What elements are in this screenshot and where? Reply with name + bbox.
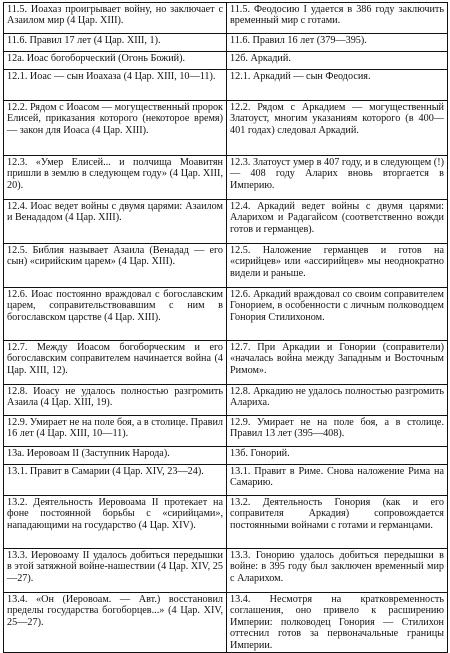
- table-row: [4, 447, 448, 465]
- left-cell: 11.5. Иоахаз проигрывает войну, но заключает с Азаилом мир (4 Цар. XIII).: [4, 3, 227, 34]
- table-row: [4, 3, 448, 34]
- table-row: [4, 52, 448, 70]
- left-cell: 11.6. Правил 17 лет (4 Цар. XIII, 1).: [4, 34, 227, 52]
- right-cell: 12.1. Аркадий — сын Феодосия.: [227, 70, 448, 101]
- left-cell: 13.4. «Он (Иеровоам. — Авт.) восстановил пределы государства богоборцев...» (4 Цар. XIV, 25—27).: [4, 593, 227, 653]
- left-cell: 12.8. Иоасу не удалось полностью разгромить Азаила (4 Цар. XIII, 19).: [4, 385, 227, 416]
- right-cell: 13.2. Деятельность Гонория (как и его соправителя Аркадия) сопровождается постоянными войнами с готами и германцами.: [227, 496, 448, 549]
- right-cell: 12.9. Умирает не на поле боя, а в столице. Правил 13 лет (395—408).: [227, 416, 448, 447]
- right-cell: 13.1. Правит в Риме. Снова наложение Рима на Самарию.: [227, 465, 448, 496]
- right-cell: 12.8. Аркадию не удалось полностью разгромить Алариха.: [227, 385, 448, 416]
- left-cell: 12.2. Рядом с Иоасом — могущественный пророк Елисей, приказания которого (некоторое время) — закон для Иоаса (4 Цар. XIII).: [4, 101, 227, 156]
- left-cell: 12.9. Умирает не на поле боя, а в столице. Правил 16 лет (4 Цар. XIII, 10—11).: [4, 416, 227, 447]
- right-cell: 12б. Аркадий.: [227, 52, 448, 70]
- right-cell: 12.7. При Аркадии и Гонории (соправители) «началась война между Западным и Восточным Римом».: [227, 341, 448, 385]
- left-cell: 12а. Иоас богоборческий (Огонь Божий).: [4, 52, 227, 70]
- table-body: [4, 3, 448, 653]
- right-cell: 12.4. Аркадий ведет войны с двумя царями: Аларихом и Радагайсом (соответственно вожди готов и германцев).: [227, 200, 448, 244]
- table-row: [4, 496, 448, 549]
- right-cell: 13.3. Гонорию удалось добиться передышки в войне: в 395 году был заключен временный мир с Аларихом.: [227, 549, 448, 593]
- left-cell: 12.4. Иоас ведет войны с двумя царями: Азаилом и Венададом (4 Цар. XIII).: [4, 200, 227, 244]
- left-cell: 12.5. Библия называет Азаила (Венадад — его сын) «сирийским царем» (4 Цар. XIII).: [4, 244, 227, 288]
- table-row: [4, 288, 448, 341]
- left-cell: 13а. Иеровоам II (Заступник Народа).: [4, 447, 227, 465]
- left-cell: 12.6. Иоас постоянно враждовал с богославским царем, соправительствовавшим с ним в богославском царстве (4 Цар. XIII).: [4, 288, 227, 341]
- left-cell: 13.2. Деятельность Иеровоама II протекает на фоне постоянной борьбы с «сирийцами», нападающими на государство (4 Цар. XIV).: [4, 496, 227, 549]
- table-row: [4, 593, 448, 653]
- right-cell: 12.6. Аркадий враждовал со своим соправителем Гонорием, в особенности с личным полководцем Гонория Стилихоном.: [227, 288, 448, 341]
- right-cell: 12.2. Рядом с Аркадием — могущественный Златоуст, многим указаниям которого (в 400—401 годах) следовал Аркадий.: [227, 101, 448, 156]
- right-cell: 12.3. Златоуст умер в 407 году, и в следующем (!) — 408 году Аларих вновь вторгается в Империю.: [227, 156, 448, 200]
- parallel-comparison-table: [3, 2, 448, 653]
- left-cell: 12.1. Иоас — сын Иоахаза (4 Цар. XIII, 10—11).: [4, 70, 227, 101]
- right-cell: 13.4. Несмотря на кратковременность соглашения, оно привело к расширению Империи: полководец Гонория — Стилихон оттеснил готов за первоначальные границы Империи.: [227, 593, 448, 653]
- left-cell: 12.7. Между Иоасом богоборческим и его богославским соправителем начинается война (4 Цар. XIII, 12).: [4, 341, 227, 385]
- table-row: [4, 549, 448, 593]
- table-row: [4, 341, 448, 385]
- right-cell: 11.5. Феодосию I удается в 386 году заключить временный мир с готами.: [227, 3, 448, 34]
- table-row: [4, 465, 448, 496]
- table-row: [4, 101, 448, 156]
- table-row: [4, 200, 448, 244]
- left-cell: 13.3. Иеровоаму II удалось добиться передышки в этой затяжной войне-нашествии (4 Цар. XIV, 25—27).: [4, 549, 227, 593]
- table-row: [4, 244, 448, 288]
- right-cell: 13б. Гонорий.: [227, 447, 448, 465]
- right-cell: 12.5. Наложение германцев и готов на «сирийцев» или «ассирийцев» мы неоднократно видели и раньше.: [227, 244, 448, 288]
- table-row: [4, 70, 448, 101]
- left-cell: 13.1. Правит в Самарии (4 Цар. XIV, 23—24).: [4, 465, 227, 496]
- table-row: [4, 416, 448, 447]
- table-row: [4, 156, 448, 200]
- right-cell: 11.6. Правил 16 лет (379—395).: [227, 34, 448, 52]
- table-row: [4, 34, 448, 52]
- left-cell: 12.3. «Умер Елисей... и полчища Моавитян пришли в землю в следующем году» (4 Цар. XIII, 20).: [4, 156, 227, 200]
- table-row: [4, 385, 448, 416]
